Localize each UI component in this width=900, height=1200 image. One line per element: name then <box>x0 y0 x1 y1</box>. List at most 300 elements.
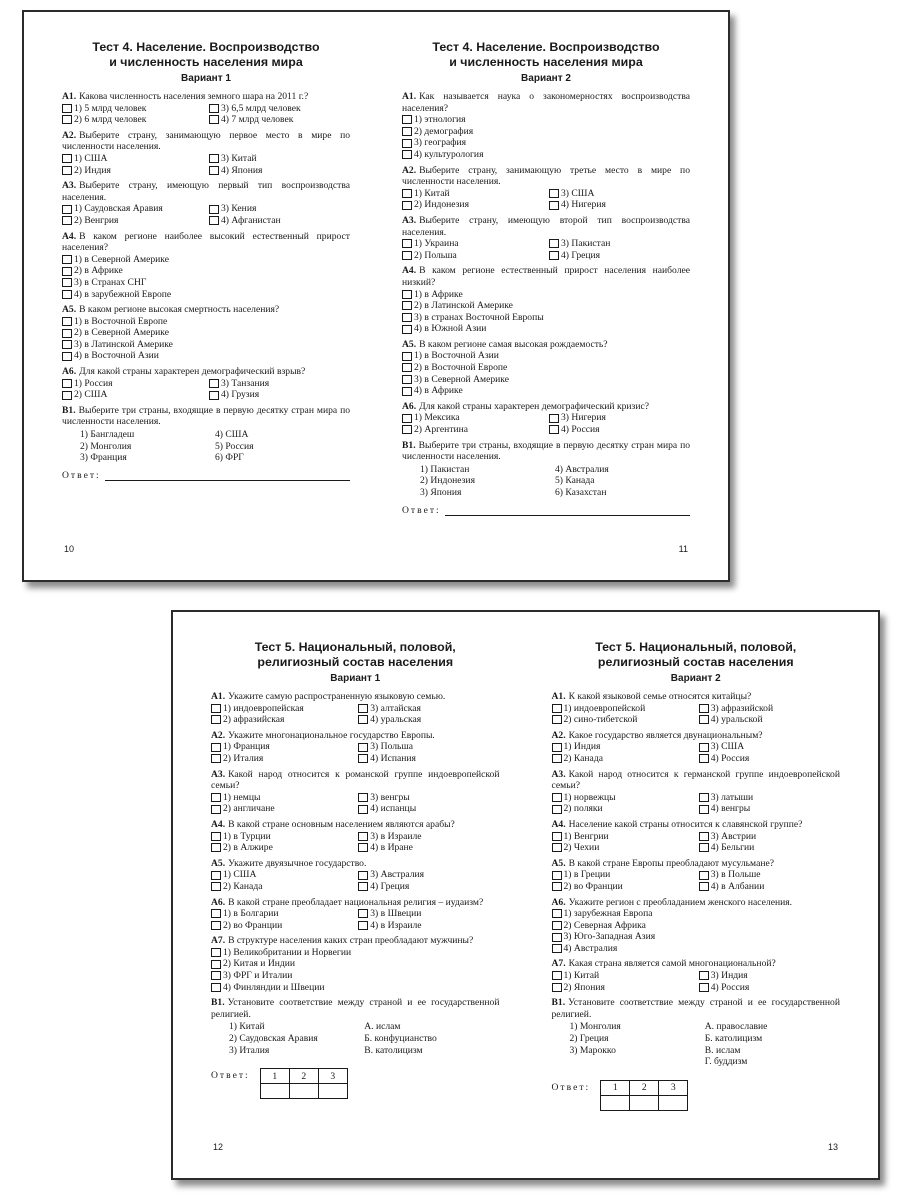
choice-item: В. католицизм <box>364 1044 423 1056</box>
answer-table-header: 2 <box>630 1080 659 1095</box>
answer-option[interactable] <box>209 114 350 126</box>
answer-checkbox[interactable] <box>552 944 562 953</box>
answer-checkbox[interactable] <box>402 201 412 210</box>
answer-option[interactable] <box>699 869 840 881</box>
answer-option[interactable] <box>699 982 840 994</box>
answer-option[interactable] <box>699 792 840 804</box>
answer-option[interactable] <box>699 970 840 982</box>
answer-option-label: 1) Украина <box>414 238 459 250</box>
answer-table-cell[interactable] <box>601 1095 630 1110</box>
answer-checkbox[interactable] <box>402 375 412 384</box>
answer-option[interactable] <box>209 103 350 115</box>
answer-checkbox[interactable] <box>62 317 72 326</box>
answer-checkbox[interactable] <box>549 414 559 423</box>
answer-option[interactable] <box>552 908 841 920</box>
answer-option[interactable] <box>402 374 690 386</box>
answer-option[interactable] <box>62 103 203 115</box>
answer-option[interactable] <box>402 350 690 362</box>
answer-checkbox[interactable] <box>209 104 219 113</box>
choice-item: А. православие <box>704 1021 768 1033</box>
answer-checkbox[interactable] <box>358 743 368 752</box>
answer-option[interactable] <box>402 250 543 262</box>
answer-option-label: 1) индоевропейской <box>563 702 646 714</box>
answer-table-cell[interactable] <box>260 1084 289 1099</box>
answer-option[interactable] <box>209 389 350 401</box>
answer-option[interactable] <box>358 831 499 843</box>
answer-option-label: 4) уральской <box>710 714 763 726</box>
answer-option[interactable] <box>209 215 350 227</box>
test-title-line-1: Тест 4. Население. Воспроизводство <box>92 40 320 54</box>
answer-checkbox[interactable] <box>699 754 709 763</box>
choice-item: 6) Казахстан <box>555 487 607 498</box>
answer-option-label: 4) Австралия <box>563 942 618 954</box>
answer-checkbox[interactable] <box>211 793 221 802</box>
answer-option[interactable] <box>402 137 690 149</box>
choice-item: 3) Франция <box>80 452 127 464</box>
answer-checkbox[interactable] <box>62 205 72 214</box>
answer-option-label: 2) США <box>74 389 108 401</box>
answer-option-label: 2) в Восточной Европе <box>414 362 508 374</box>
question-prompt: К какой языковой семье относятся китайцы? <box>568 691 752 702</box>
answer-option[interactable] <box>402 424 543 436</box>
answer-option[interactable] <box>699 831 840 843</box>
answer-checkbox[interactable] <box>402 325 412 334</box>
answer-option[interactable] <box>699 703 840 715</box>
answer-option[interactable] <box>209 165 350 177</box>
question-4 <box>62 231 350 301</box>
answer-checkbox[interactable] <box>402 352 412 361</box>
answer-option[interactable] <box>402 114 690 126</box>
answer-checkbox[interactable] <box>211 983 221 992</box>
answer-checkbox[interactable] <box>402 363 412 372</box>
answer-checkbox[interactable] <box>402 139 412 148</box>
question-text <box>211 897 500 909</box>
question-number: А6. <box>551 896 566 908</box>
answer-checkbox[interactable] <box>358 793 368 802</box>
question-prompt: Установите соответствие между страной и ее государственной религией. <box>211 997 500 1020</box>
answer-checkbox[interactable] <box>62 115 72 124</box>
answer-option[interactable] <box>62 165 203 177</box>
answer-option[interactable] <box>552 831 693 843</box>
answer-checkbox[interactable] <box>358 921 368 930</box>
answer-option[interactable] <box>699 842 840 854</box>
answer-option[interactable] <box>552 869 693 881</box>
question-text <box>552 958 841 970</box>
answer-option[interactable] <box>549 412 690 424</box>
answer-option-label: 2) в Африке <box>74 265 123 277</box>
question-number: В1. <box>551 997 566 1009</box>
answer-checkbox[interactable] <box>402 251 412 260</box>
answer-checkbox[interactable] <box>211 743 221 752</box>
answer-option[interactable] <box>358 908 499 920</box>
answer-checkbox[interactable] <box>358 715 368 724</box>
answer-checkbox[interactable] <box>211 832 221 841</box>
answer-checkbox[interactable] <box>209 391 219 400</box>
answer-option[interactable] <box>211 982 500 994</box>
answer-checkbox[interactable] <box>552 843 562 852</box>
workbook-spread-test4 <box>22 10 730 582</box>
answer-checkbox[interactable] <box>209 205 219 214</box>
answer-checkbox[interactable] <box>552 983 562 992</box>
answer-option[interactable] <box>211 958 500 970</box>
answer-checkbox[interactable] <box>699 971 709 980</box>
answer-checkbox[interactable] <box>549 239 559 248</box>
answer-option[interactable] <box>211 947 500 959</box>
question-text <box>552 819 841 831</box>
answer-checkbox[interactable] <box>699 805 709 814</box>
answer-checkbox[interactable] <box>402 127 412 136</box>
question-text <box>552 730 841 742</box>
answer-option-label: 4) Нигерия <box>561 199 606 211</box>
answer-option[interactable] <box>358 920 499 932</box>
answer-checkbox[interactable] <box>552 793 562 802</box>
question-number: А4. <box>551 818 566 830</box>
answer-option-label: 4) Россия <box>710 752 750 764</box>
answer-checkbox[interactable] <box>211 805 221 814</box>
answer-option-label: 2) Аргентина <box>414 424 469 436</box>
answer-checkbox[interactable] <box>552 871 562 880</box>
answer-option[interactable] <box>552 714 693 726</box>
answer-option-label: 3) 6,5 млрд человек <box>221 102 301 114</box>
answer-checkbox[interactable] <box>211 909 221 918</box>
question-number: А2. <box>211 729 226 741</box>
question-text <box>402 215 690 238</box>
question-text <box>402 265 690 288</box>
answer-option[interactable] <box>402 323 690 335</box>
choice-list <box>552 1021 841 1067</box>
test-title <box>211 640 500 669</box>
answer-checkbox[interactable] <box>62 352 72 361</box>
answer-option-label: 2) Индонезия <box>414 199 469 211</box>
answer-option-label: 1) Китай <box>563 970 600 982</box>
answer-option[interactable] <box>211 831 352 843</box>
answer-option[interactable] <box>62 316 350 328</box>
answer-checkbox[interactable] <box>402 301 412 310</box>
answer-option-label: 2) Италия <box>223 752 264 764</box>
variant-label: Вариант 2 <box>670 673 721 684</box>
answer-option[interactable] <box>358 869 499 881</box>
answer-option[interactable] <box>358 881 499 893</box>
answer-option[interactable] <box>402 300 690 312</box>
answer-option-label: 4) в Восточной Азии <box>74 350 159 362</box>
answer-option-label: 2) Канада <box>223 880 263 892</box>
answer-option[interactable] <box>358 714 499 726</box>
answer-checkbox[interactable] <box>211 704 221 713</box>
answer-option[interactable] <box>211 741 352 753</box>
test-title-line-2: религиозный состав населения <box>257 654 454 669</box>
question-text <box>552 769 841 792</box>
answer-option[interactable] <box>402 199 543 211</box>
question-text <box>552 858 841 870</box>
answer-checkbox[interactable] <box>552 754 562 763</box>
answer-option-label: 2) Польша <box>414 249 457 261</box>
answer-option[interactable] <box>62 289 350 301</box>
answer-checkbox[interactable] <box>211 971 221 980</box>
answer-option[interactable] <box>358 741 499 753</box>
answer-checkbox[interactable] <box>699 882 709 891</box>
answer-option[interactable] <box>552 920 841 932</box>
question-text <box>62 405 350 428</box>
question-prompt: Выберите страну, занимающую первое место в мире по численности населения. <box>62 129 350 153</box>
answer-checkbox[interactable] <box>209 115 219 124</box>
answer-checkbox[interactable] <box>699 832 709 841</box>
answer-table-cell[interactable] <box>659 1095 688 1110</box>
answer-option[interactable] <box>699 714 840 726</box>
question-prompt: Какой народ относится к германской группе индоевропейской семьи? <box>551 768 840 792</box>
answer-checkbox[interactable] <box>402 313 412 322</box>
answer-option[interactable] <box>62 203 203 215</box>
answer-checkbox[interactable] <box>211 754 221 763</box>
answer-checkbox[interactable] <box>209 166 219 175</box>
answer-option[interactable] <box>699 741 840 753</box>
answer-option[interactable] <box>402 238 543 250</box>
choice-item: 5) Канада <box>555 475 595 487</box>
answer-option[interactable] <box>62 215 203 227</box>
answer-option[interactable] <box>549 250 690 262</box>
question-text <box>211 858 500 870</box>
answer-option[interactable] <box>62 389 203 401</box>
answer-option[interactable] <box>402 312 690 324</box>
answer-option[interactable] <box>358 842 499 854</box>
question-text <box>62 180 350 203</box>
answer-option[interactable] <box>358 792 499 804</box>
answer-checkbox[interactable] <box>358 704 368 713</box>
answer-checkbox[interactable] <box>699 871 709 880</box>
answer-checkbox[interactable] <box>552 933 562 942</box>
answer-checkbox[interactable] <box>62 278 72 287</box>
answer-checkbox[interactable] <box>62 154 72 163</box>
answer-checkbox[interactable] <box>211 715 221 724</box>
answer-checkbox[interactable] <box>62 255 72 264</box>
choice-item: 4) Австралия <box>555 463 609 475</box>
answer-option[interactable] <box>62 265 350 277</box>
answer-checkbox[interactable] <box>358 832 368 841</box>
answer-option[interactable] <box>549 188 690 200</box>
answer-option[interactable] <box>552 703 693 715</box>
answer-option[interactable] <box>211 703 352 715</box>
answer-checkbox[interactable] <box>549 189 559 198</box>
answer-checkbox[interactable] <box>402 387 412 396</box>
answer-option-label: 1) Саудовская Аравия <box>74 203 163 215</box>
answer-checkbox[interactable] <box>402 239 412 248</box>
answer-checkbox[interactable] <box>358 805 368 814</box>
answer-option[interactable] <box>211 714 352 726</box>
answer-checkbox[interactable] <box>552 921 562 930</box>
answer-checkbox[interactable] <box>402 189 412 198</box>
answer-option[interactable] <box>358 703 499 715</box>
answer-checkbox[interactable] <box>211 921 221 930</box>
question-1 <box>211 691 500 726</box>
question-number: А5. <box>402 338 417 350</box>
answer-option[interactable] <box>211 881 352 893</box>
answer-checkbox[interactable] <box>552 909 562 918</box>
answer-option[interactable] <box>211 803 352 815</box>
answer-checkbox[interactable] <box>211 843 221 852</box>
question-b1 <box>402 440 690 499</box>
answer-option[interactable] <box>552 982 693 994</box>
answer-option[interactable] <box>402 385 690 397</box>
answer-option[interactable] <box>552 842 693 854</box>
answer-option[interactable] <box>62 153 203 165</box>
answer-checkbox[interactable] <box>552 882 562 891</box>
answer-checkbox[interactable] <box>62 391 72 400</box>
answer-checkbox[interactable] <box>211 871 221 880</box>
answer-checkbox[interactable] <box>62 379 72 388</box>
answer-row <box>211 1068 500 1099</box>
test-title <box>62 40 350 69</box>
question-prompt: В какой стране преобладает национальная религия – иудаизм? <box>228 896 484 908</box>
answer-checkbox[interactable] <box>552 805 562 814</box>
answer-table-cell[interactable] <box>289 1084 318 1099</box>
answer-option[interactable] <box>211 920 352 932</box>
answer-option[interactable] <box>211 869 352 881</box>
answer-option[interactable] <box>552 881 693 893</box>
answer-checkbox[interactable] <box>209 154 219 163</box>
answer-option[interactable] <box>552 943 841 955</box>
answer-checkbox[interactable] <box>552 971 562 980</box>
answer-checkbox[interactable] <box>699 743 709 752</box>
answer-checkbox[interactable] <box>552 743 562 752</box>
answer-checkbox[interactable] <box>358 909 368 918</box>
page-10 <box>24 12 376 580</box>
choice-item: 1) Пакистан <box>420 463 470 475</box>
answer-checkbox[interactable] <box>358 754 368 763</box>
answer-checkbox[interactable] <box>62 329 72 338</box>
answer-option[interactable] <box>549 424 690 436</box>
answer-checkbox[interactable] <box>402 425 412 434</box>
answer-option[interactable] <box>402 188 543 200</box>
answer-option[interactable] <box>211 908 352 920</box>
answer-option-label: 2) Индия <box>74 164 111 176</box>
answer-options <box>552 970 841 993</box>
answer-line[interactable] <box>445 507 690 516</box>
answer-table-cell[interactable] <box>630 1095 659 1110</box>
answer-option[interactable] <box>552 803 693 815</box>
answer-option-label: 1) зарубежная Европа <box>563 908 653 920</box>
answer-checkbox[interactable] <box>699 983 709 992</box>
question-text <box>211 691 500 703</box>
answer-option[interactable] <box>211 842 352 854</box>
answer-option[interactable] <box>552 741 693 753</box>
answer-checkbox[interactable] <box>699 793 709 802</box>
answer-checkbox[interactable] <box>549 251 559 260</box>
answer-checkbox[interactable] <box>358 882 368 891</box>
answer-option[interactable] <box>211 970 500 982</box>
answer-checkbox[interactable] <box>209 379 219 388</box>
question-b1 <box>62 405 350 464</box>
answer-options <box>62 254 350 300</box>
answer-option[interactable] <box>699 803 840 815</box>
answer-checkbox[interactable] <box>62 290 72 299</box>
answer-option-label: 2) афразийская <box>223 714 285 726</box>
question-prompt: Для какой страны характерен демографический кризис? <box>419 400 649 412</box>
answer-checkbox[interactable] <box>209 216 219 225</box>
question-2 <box>402 165 690 211</box>
answer-checkbox[interactable] <box>358 843 368 852</box>
answer-options <box>211 831 500 854</box>
answer-option[interactable] <box>62 277 350 289</box>
answer-checkbox[interactable] <box>62 104 72 113</box>
answer-option[interactable] <box>699 881 840 893</box>
answer-checkbox[interactable] <box>552 832 562 841</box>
choice-list <box>402 464 690 499</box>
answer-option[interactable] <box>402 126 690 138</box>
answer-option[interactable] <box>211 792 352 804</box>
answer-checkbox[interactable] <box>699 843 709 852</box>
answer-option[interactable] <box>402 149 690 161</box>
answer-checkbox[interactable] <box>62 340 72 349</box>
answer-option-label: 3) США <box>710 741 745 753</box>
choice-item: 3) Марокко <box>569 1044 616 1056</box>
answer-option[interactable] <box>358 753 499 765</box>
answer-option-label: 3) в Израиле <box>370 830 422 842</box>
answer-option[interactable] <box>402 362 690 374</box>
answer-option-label: 1) Россия <box>74 377 113 389</box>
answer-option-label: 3) в Швеции <box>370 908 422 920</box>
question-number: А6. <box>62 366 77 378</box>
answer-options <box>552 831 841 854</box>
answer-option[interactable] <box>552 931 841 943</box>
answer-option[interactable] <box>402 412 543 424</box>
answer-option[interactable] <box>549 238 690 250</box>
answer-checkbox[interactable] <box>402 414 412 423</box>
answer-option[interactable] <box>211 753 352 765</box>
answer-option[interactable] <box>402 289 690 301</box>
answer-option[interactable] <box>209 378 350 390</box>
answer-checkbox[interactable] <box>699 704 709 713</box>
answer-table-cell[interactable] <box>318 1084 347 1099</box>
answer-checkbox[interactable] <box>62 166 72 175</box>
answer-checkbox[interactable] <box>549 201 559 210</box>
answer-option[interactable] <box>62 350 350 362</box>
answer-option[interactable] <box>209 203 350 215</box>
question-number: А1. <box>62 91 77 102</box>
answer-option[interactable] <box>62 327 350 339</box>
answer-checkbox[interactable] <box>552 715 562 724</box>
answer-checkbox[interactable] <box>402 290 412 299</box>
answer-checkbox[interactable] <box>211 948 221 957</box>
answer-option[interactable] <box>62 114 203 126</box>
question-3 <box>402 215 690 261</box>
answer-line[interactable] <box>105 472 350 481</box>
answer-checkbox[interactable] <box>549 425 559 434</box>
answer-checkbox[interactable] <box>358 871 368 880</box>
answer-option[interactable] <box>552 970 693 982</box>
answer-option[interactable] <box>552 792 693 804</box>
answer-option[interactable] <box>62 378 203 390</box>
answer-checkbox[interactable] <box>62 216 72 225</box>
answer-option-label: 4) Испания <box>370 752 416 764</box>
answer-option[interactable] <box>699 753 840 765</box>
answer-options <box>62 316 350 362</box>
answer-checkbox[interactable] <box>211 960 221 969</box>
answer-option-label: 3) Пакистан <box>561 238 611 250</box>
answer-checkbox[interactable] <box>699 715 709 724</box>
answer-option[interactable] <box>358 803 499 815</box>
answer-option[interactable] <box>62 339 350 351</box>
answer-option-label: 3) Нигерия <box>561 412 606 424</box>
answer-checkbox[interactable] <box>552 704 562 713</box>
answer-option[interactable] <box>549 199 690 211</box>
answer-checkbox[interactable] <box>62 267 72 276</box>
answer-checkbox[interactable] <box>402 150 412 159</box>
answer-option-label: 4) Россия <box>710 981 750 993</box>
answer-option[interactable] <box>62 254 350 266</box>
answer-checkbox[interactable] <box>211 882 221 891</box>
answer-checkbox[interactable] <box>402 115 412 124</box>
answer-option[interactable] <box>209 153 350 165</box>
answer-option[interactable] <box>552 753 693 765</box>
